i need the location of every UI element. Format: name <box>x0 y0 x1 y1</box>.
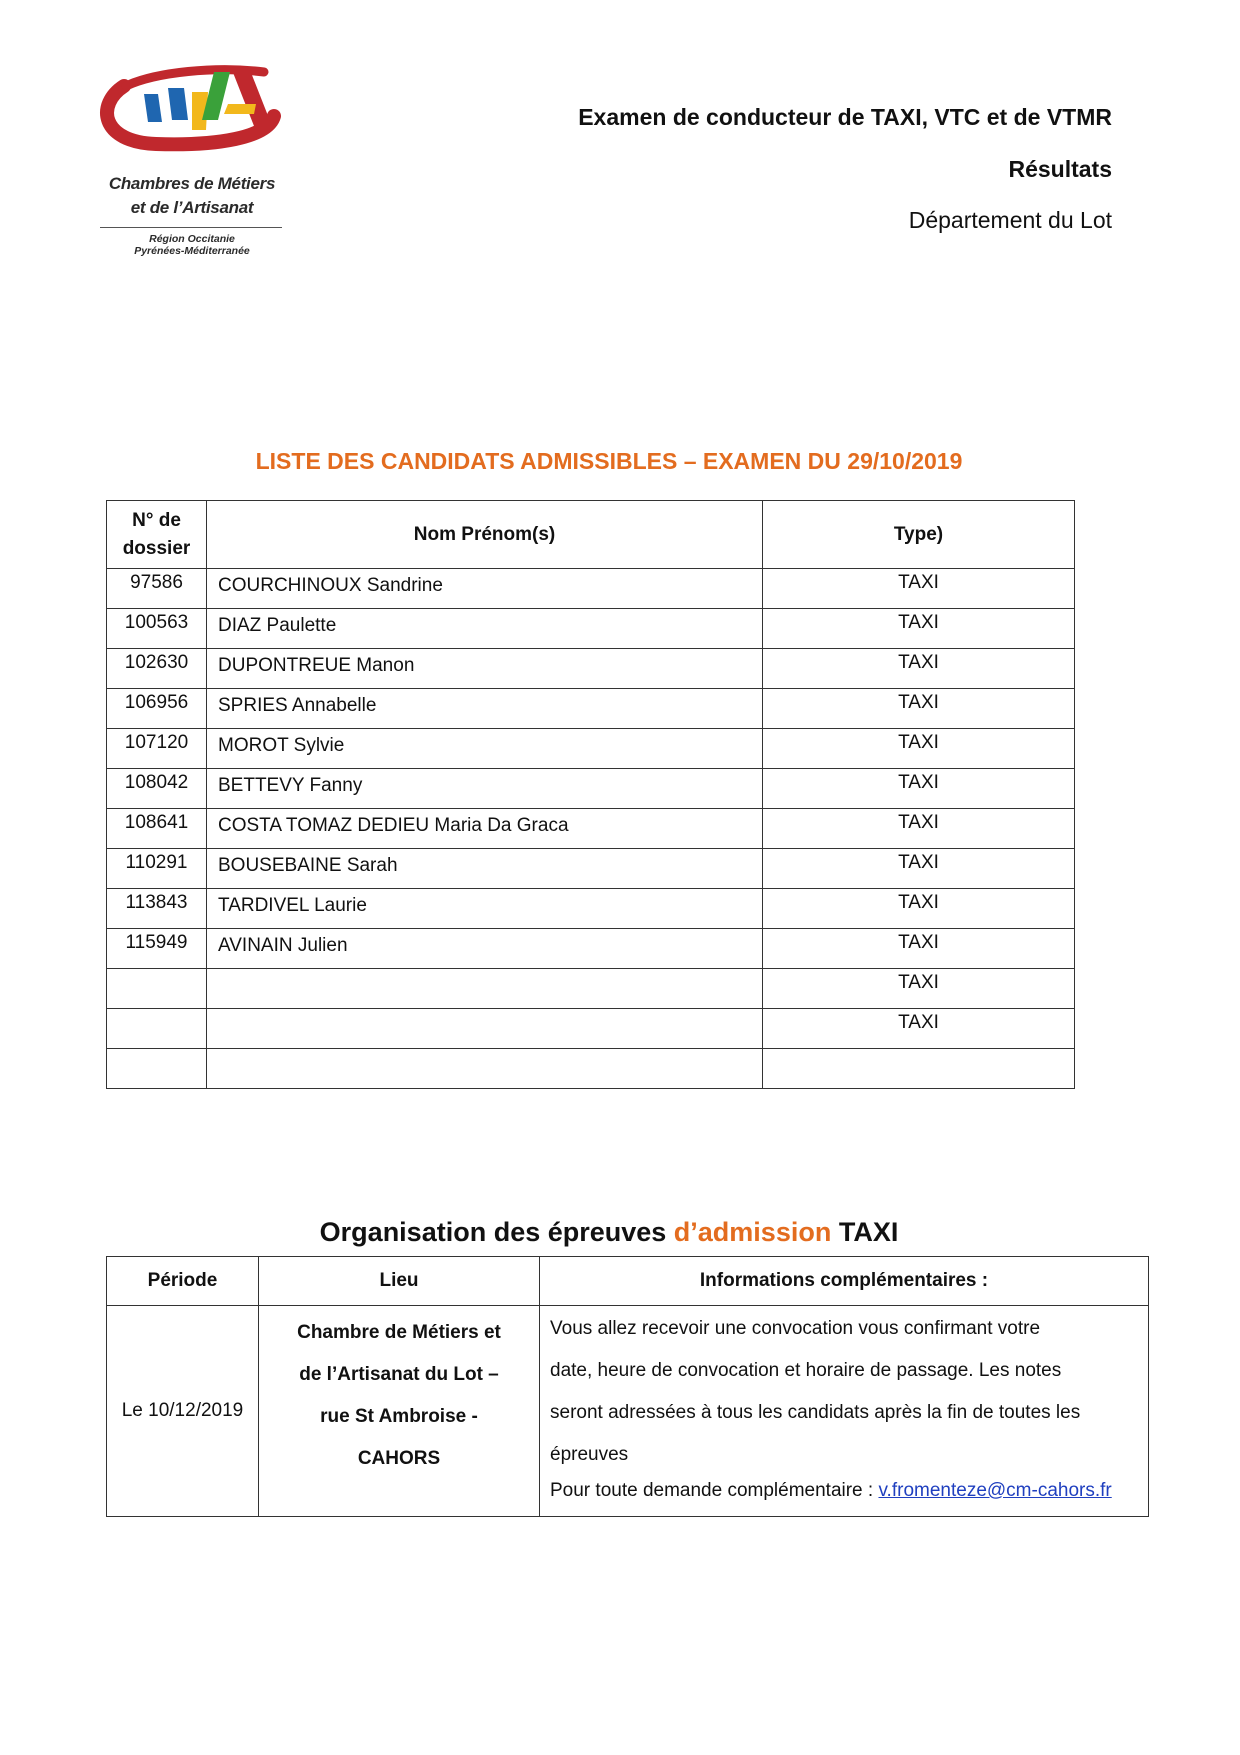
dossier-cell <box>107 1009 207 1049</box>
table-row <box>107 1009 1075 1049</box>
table-row <box>107 889 1075 929</box>
name-cell: SPRIES Annabelle <box>207 689 763 729</box>
organisation-title-part2: TAXI <box>831 1217 899 1247</box>
dossier-cell: 106956 <box>107 689 207 729</box>
info-line: seront adressées à tous les candidats après la fin de toutes les <box>550 1402 1081 1423</box>
type-cell: TAXI <box>763 729 1075 769</box>
dossier-cell: 100563 <box>107 609 207 649</box>
header-dossier: N° de dossier <box>107 501 207 569</box>
dossier-cell: 115949 <box>107 929 207 969</box>
type-cell: TAXI <box>763 929 1075 969</box>
type-cell: TAXI <box>763 769 1075 809</box>
info-line: date, heure de convocation et horaire de passage. Les notes <box>550 1360 1062 1381</box>
logo-region-line1: Région Occitanie <box>149 233 235 245</box>
candidates-list-title: LISTE DES CANDIDATS ADMISSIBLES – EXAMEN DU 29/10/2019 <box>255 448 963 474</box>
name-cell: BETTEVY Fanny <box>207 769 763 809</box>
name-cell: BOUSEBAINE Sarah <box>207 849 763 889</box>
header-place: Lieu <box>259 1257 540 1306</box>
header-period: Période <box>107 1257 259 1306</box>
header-type: Type) <box>763 501 1075 569</box>
type-cell: TAXI <box>763 809 1075 849</box>
name-cell: TARDIVEL Laurie <box>207 889 763 929</box>
table-row <box>107 609 1075 649</box>
organisation-title <box>0 1217 1218 1248</box>
table-row <box>107 649 1075 689</box>
header-name: Nom Prénom(s) <box>207 501 763 569</box>
table-row <box>107 1049 1075 1089</box>
organisation-table <box>106 1256 1149 1517</box>
dossier-cell: 102630 <box>107 649 207 689</box>
type-cell: TAXI <box>763 889 1075 929</box>
document-title: Examen de conducteur de TAXI, VTC et de VTMR <box>578 104 1112 130</box>
type-cell: TAXI <box>763 649 1075 689</box>
candidates-table <box>106 500 1075 1089</box>
header-info: Informations complémentaires : <box>540 1257 1149 1306</box>
place-line: rue St Ambroise - <box>320 1406 478 1427</box>
place-cell <box>259 1306 540 1517</box>
type-cell: TAXI <box>763 569 1075 609</box>
logo-divider <box>100 227 282 228</box>
name-cell: COSTA TOMAZ DEDIEU Maria Da Graca <box>207 809 763 849</box>
dossier-cell <box>107 969 207 1009</box>
table-row <box>107 969 1075 1009</box>
table-row <box>107 769 1075 809</box>
info-cell <box>540 1306 1149 1517</box>
dossier-cell: 108641 <box>107 809 207 849</box>
table-row <box>107 689 1075 729</box>
name-cell <box>207 969 763 1009</box>
type-cell: TAXI <box>763 849 1075 889</box>
info-line: épreuves <box>550 1444 629 1465</box>
place-line: CAHORS <box>357 1448 441 1469</box>
document-subtitle: Résultats <box>1008 156 1112 182</box>
logo-name-line1: Chambres de Métiers <box>108 174 276 193</box>
name-cell: COURCHINOUX Sandrine <box>207 569 763 609</box>
candidates-header-row <box>107 501 1075 569</box>
logo-name <box>96 172 288 220</box>
type-cell: TAXI <box>763 969 1075 1009</box>
name-cell: DIAZ Paulette <box>207 609 763 649</box>
name-cell <box>207 1009 763 1049</box>
dossier-cell <box>107 1049 207 1089</box>
table-row <box>107 729 1075 769</box>
info-line: Vous allez recevoir une convocation vous confirmant votre <box>550 1318 1041 1339</box>
organisation-row <box>107 1306 1149 1517</box>
organisation-header-row <box>107 1257 1149 1306</box>
candidates-table-body <box>107 569 1075 1089</box>
place-line: de l’Artisanat du Lot – <box>299 1364 499 1385</box>
dossier-cell: 107120 <box>107 729 207 769</box>
organisation-title-accent: d’admission <box>673 1217 832 1247</box>
dossier-cell: 113843 <box>107 889 207 929</box>
type-cell: TAXI <box>763 1009 1075 1049</box>
table-row <box>107 929 1075 969</box>
logo-region <box>96 233 288 257</box>
organisation-title-part1: Organisation des épreuves <box>319 1217 674 1247</box>
name-cell: AVINAIN Julien <box>207 929 763 969</box>
contact-email-link[interactable]: v.fromenteze@cm-cahors.fr <box>878 1480 1112 1501</box>
department-label: Département du Lot <box>908 207 1112 233</box>
logo-region-line2: Pyrénées-Méditerranée <box>134 245 250 257</box>
type-cell: TAXI <box>763 609 1075 649</box>
dossier-cell: 97586 <box>107 569 207 609</box>
dossier-cell: 110291 <box>107 849 207 889</box>
name-cell: MOROT Sylvie <box>207 729 763 769</box>
name-cell: DUPONTREUE Manon <box>207 649 763 689</box>
dossier-cell: 108042 <box>107 769 207 809</box>
contact-line <box>550 1480 1138 1501</box>
type-cell: TAXI <box>763 689 1075 729</box>
period-cell: Le 10/12/2019 <box>107 1306 259 1517</box>
name-cell <box>207 1049 763 1089</box>
cma-logo-mark <box>96 64 288 174</box>
table-row <box>107 809 1075 849</box>
table-row <box>107 849 1075 889</box>
contact-label: Pour toute demande complémentaire : <box>550 1480 879 1501</box>
place-line: Chambre de Métiers et <box>297 1322 501 1343</box>
logo-name-line2: et de l’Artisanat <box>130 198 254 217</box>
type-cell <box>763 1049 1075 1089</box>
table-row <box>107 569 1075 609</box>
